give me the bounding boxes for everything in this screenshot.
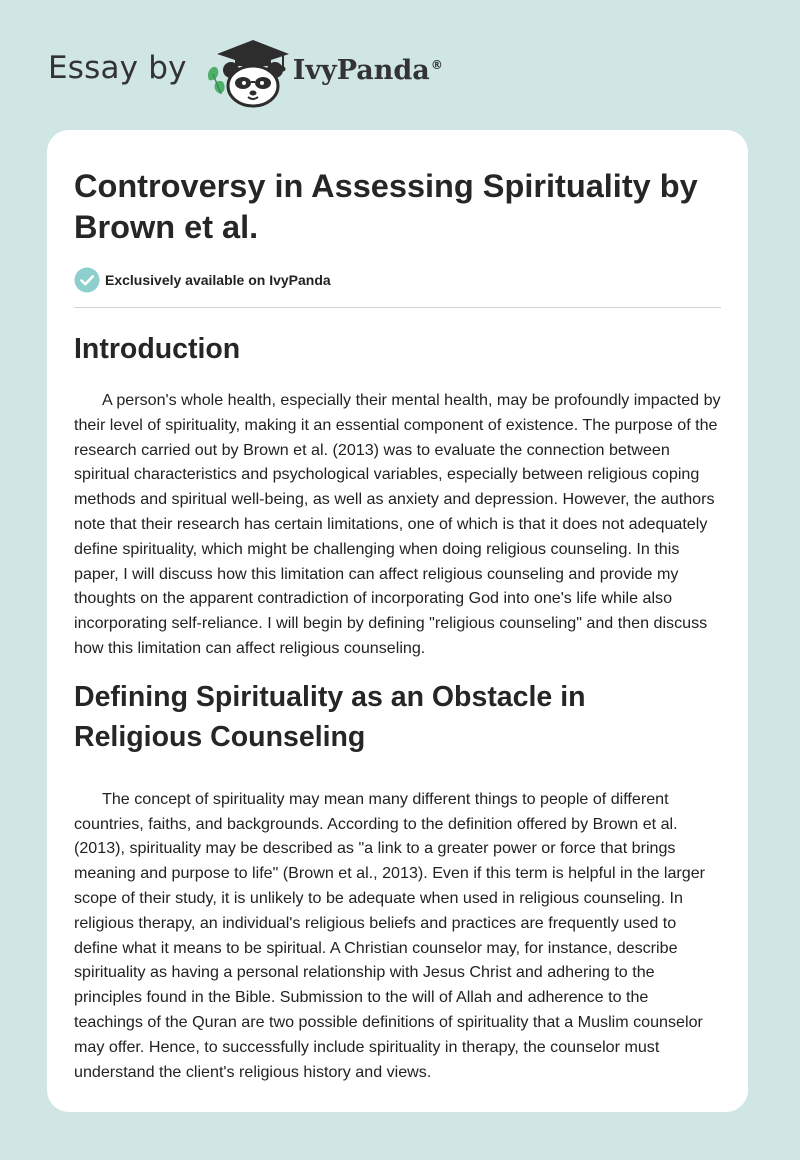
exclusive-badge: [74, 267, 721, 293]
site-brand[interactable]: [48, 34, 443, 108]
check-circle-icon: [74, 267, 100, 293]
page-title: Controversy in Assessing Spirituality by Brown et al.: [74, 168, 698, 245]
registered-mark: ®: [430, 57, 443, 72]
section-paragraph-defining-spirituality: The concept of spirituality may mean many different things to people of different countries, faiths, and backgrounds. According to the definition offered by Brown et al. (2013), spirituality may be described as "a link to a greater power or force that brings meaning and purpose to life" (Brown et al., 2013). Even if this term is helpful in the larger scope of their study, it is unlikely to be adequate when used in religious counseling. In religious therapy, an individual's religious beliefs and practices are frequently used to define what it means to be spiritual. A Christian counselor may, for instance, describe spirituality as having a personal relationship with Jesus Christ and adhering to the principles found in the Bible. Submission to the will of Allah and adherence to the teachings of the Quran are two possible definitions of spirituality that a Muslim counselor may offer. Hence, to successfully include spirituality in therapy, the counselor must understand the client's religious history and views.: [74, 789, 706, 1081]
section-paragraph-introduction: A person's whole health, especially their mental health, may be profoundly impacted by their level of spirituality, making it an essential component of existence. The purpose of the research carried out by Brown et al. (2013) was to evaluate the connection between spiritual characteristics and psychological variables, especially between religious coping methods and spiritual well-being, as well as anxiety and depression. However, the authors note that their research has certain limitations, one of which is that it does not adequately define spirituality, which might be challenging when doing religious counseling. In this paper, I will discuss how this limitation can affect religious counseling and provide my thoughts on the apparent contradiction of incorporating God into one's life while also incorporating self-reliance. I will begin by defining "religious counseling" and then discuss how this limitation can affect religious counseling.: [74, 391, 721, 657]
badge-label: Exclusively available on IvyPanda: [105, 272, 331, 288]
divider: [74, 307, 721, 308]
brand-prefix: Essay by: [48, 50, 187, 86]
panda-graduate-logo-icon: [203, 34, 291, 108]
section-heading-introduction: Introduction: [74, 333, 241, 365]
section-heading-defining-spirituality: Defining Spirituality as an Obstacle in Religious Counseling: [74, 680, 586, 753]
brand-name: IvyPanda®: [292, 54, 443, 86]
essay-card: [47, 130, 748, 1112]
